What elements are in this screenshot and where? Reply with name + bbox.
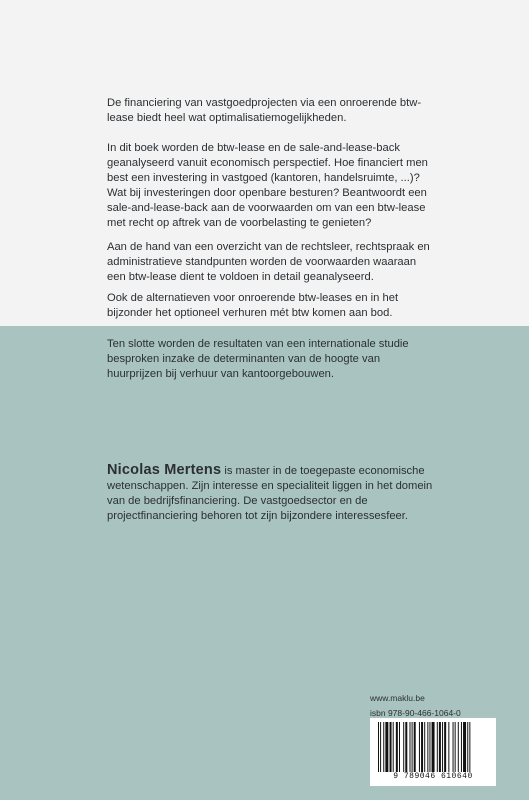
barcode-bar [429,722,430,772]
study-paragraph: Ten slotte worden de resultaten van een internationale studie besproken inzake de determinanten van de hoogte van huurprijzen bij verhuur van kantoorgebouwen. [107,338,409,380]
legal-overview-paragraph: Aan de hand van een overzicht van de rechtsleer, rechtspraak en administratieve standpunten worden de voorwaarden waaraan een btw-lease dient te voldoen in detail geanalyseerd. [107,241,430,283]
publisher-info [370,691,510,721]
barcode-bar [419,722,420,772]
barcode-bar [453,722,454,772]
barcode-bar [469,722,470,772]
barcode-bar [424,722,425,772]
alternatives-paragraph: Ook de alternatieven voor onroerende btw-leases en in het bijzonder het optioneel verhuren mét btw komen aan bod. [107,292,399,319]
publisher-website: www.maklu.be [370,693,425,703]
barcode-bar [463,722,466,772]
barcode-bar [442,722,443,772]
barcode-bar [393,722,394,772]
author-name: Nicolas Mertens [107,462,222,478]
author-bio [107,463,437,524]
barcode-bar [427,722,428,772]
barcode-bar [390,722,392,772]
isbn-text: isbn 978-90-466-1064-0 [370,708,461,718]
barcode-bar [437,722,438,772]
barcode-bar [412,722,413,772]
barcode [370,718,496,786]
analysis-paragraph: In dit boek worden de btw-lease en de sale-and-lease-back geanalyseerd vanuit economisch perspectief. Hoe financiert men best een investering in vastgoed (kantoren, handelsruimte, ...)? Wat bij investeringen door openbare besturen? Beantwoordt een sale-and-lease-back aan de voorwaarden om van een btw-lease met recht op aftrek van de voorbelasting te genieten? [107,142,428,229]
barcode-bar [458,722,459,772]
barcode-digits: 9 789046 610640 [393,772,473,781]
barcode-bar [455,722,456,772]
barcode-bar [380,722,381,772]
barcode-bar [448,722,449,772]
intro-paragraph: De financiering van vastgoedprojecten via een onroerende btw-lease biedt heel wat optimalisatiemogelijkheden. [107,97,422,124]
barcode-bar [414,722,416,772]
barcode-bar [410,722,411,772]
barcode-bar [444,722,446,772]
barcode-bar [439,722,441,772]
barcode-bar [378,722,379,772]
barcode-bar [405,722,407,772]
barcode-bar [399,722,400,772]
barcode-bar [421,722,423,772]
barcode-bar [385,722,388,772]
barcode-bar [467,722,468,772]
barcode-bar [432,722,435,772]
author-bio-text: is master in de toegepaste economische wetenschappen. Zijn interesse en specialiteit liggen in het domein van de bedrijfsfinanciering. De vastgoedsector en de projectfinanciering behoren tot zijn bijzondere interessesfeer. [107,465,433,522]
barcode-bar [403,722,404,772]
barcode-bar [461,722,462,772]
barcode-bars [376,722,490,772]
barcode-bar [383,722,384,772]
barcode-bar [396,722,398,772]
